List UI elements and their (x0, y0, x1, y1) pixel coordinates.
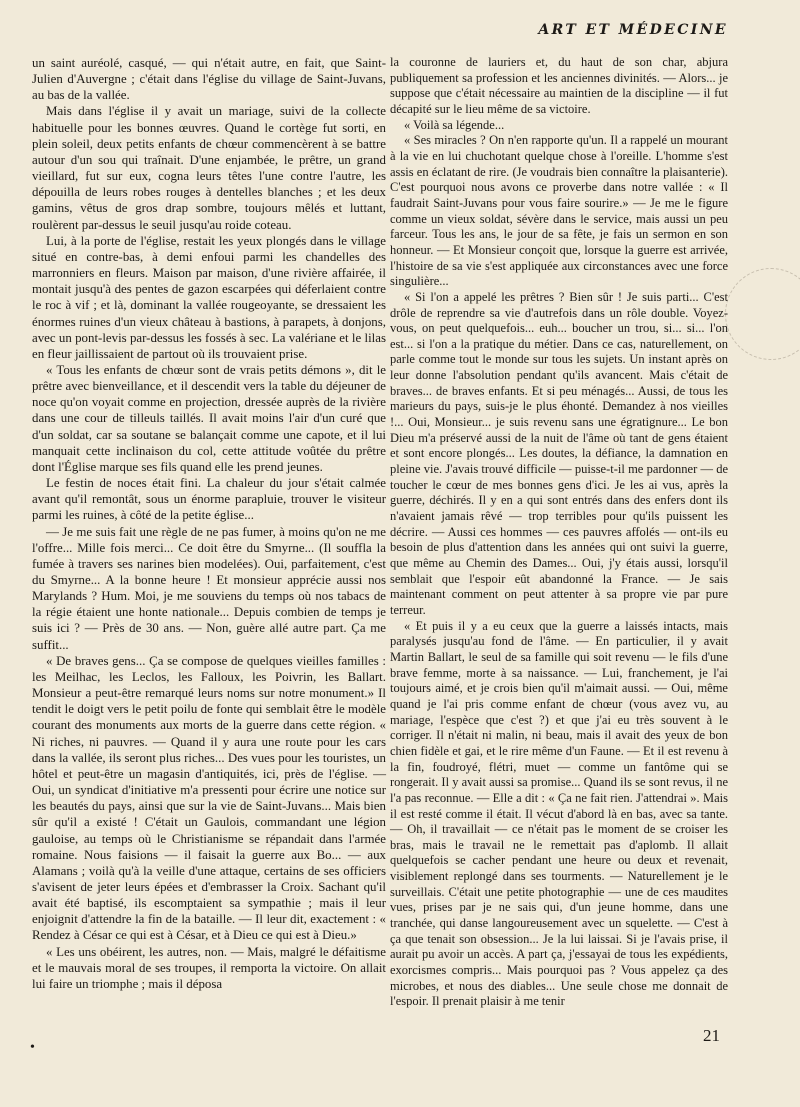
right-column (390, 55, 728, 1010)
paragraph: « Et puis il y a eu ceux que la guerre a laissés intacts, mais paralysés jusqu'au fond de l'âme. — En particulier, il y avait Martin Ballart, le seul de sa famille qui soit revenu — le fils d'une brave femme, morte à sa naissance. — Lui, franchement, je l'ai toujours aimé, et je crois bien qu'il m'aimait aussi. — Oui, même quand je l'ai pris comme enfant de chœur (vous avez vu, au mariage, l'espèce que c'est ?) et que j'ai eu très souvent à le corriger. Il n'était ni malin, ni beau, mais il avait des yeux de bon chien fidèle et gai, et le rire même d'un Faune. — Et il est revenu à la fin, foudroyé, flétri, muet — comme un fantôme qui se rongerait. Il y avait aussi sa promise... Quand ils se sont revus, il ne l'a pas reconnue. — Elle a dit : « Ça ne fait rien. J'attendrai ». Mais il est resté comme il était. Il vécut d'abord là en bas, avec sa tante. — Oh, il travaillait — ce n'était pas le moment de se croiser les bras, mais le travail ne le remettait pas d'aplomb. Il allait quelquefois se cacher pendant une heure ou deux et revenait, visiblement replongé dans ses tourments. — Naturellement je le surveillais. C'était une petite photographie — une de ces maudites vues, prises par je ne sais qui, d'un jeune homme, dans une tranchée, qui danse langoureusement avec un squelette. — C'est à ça que tenait son obsession... Je la lui laissai. Si je l'avais prise, il aurait pu avoir un accès. A part ça, j'essayai de tous les expédients, exorcismes compris... Mais pourquoi pas ? Vous appelez ça des microbes, et nous des diables... Une seule chose me donnait de l'espoir. Il prenait plaisir à me tenir (390, 618, 728, 1009)
paragraph: « Voilà sa légende... (404, 117, 505, 132)
footer-bullet: • (30, 1040, 35, 1055)
library-stamp (725, 268, 800, 360)
paragraph: un saint auréolé, casqué, — qui n'était autre, en fait, que Saint-Julien d'Auvergne ; c'était dans l'église du village de Saint-Juvans, au bas de la vallée. (32, 56, 386, 103)
paragraph: Le festin de noces était fini. La chaleur du jour s'était calmée avant qu'il remontât, sous un énorme parapluie, trouver le visiteur parmi les ruines, à côté de la petite église... (32, 476, 386, 523)
paragraph: la couronne de lauriers et, du haut de son char, abjura publiquement sa profession et les anciennes divinités. — Alors... je suppose que c'était nécessaire au maintien de la discipline — il fut décapité sur le lieu même de sa victoire. (390, 55, 728, 116)
paragraph: — Je me suis fait une règle de ne pas fumer, à moins qu'on ne me l'offre... Mille fois merci... Ce doit être du Smyrne... (Il souffla la fumée à travers ses narines bien modelées). Oui, parfaitement, c'est du Smyrne... A la bonne heure ! Et monsieur apprécie aussi nos Marylands ? Hum. Moi, je me souviens du temps où nos tabacs de la régie étaient une honte nationale... Depuis combien de temps je suis ici ? — Près de 30 ans. — Non, guère allé autre part. Ça me suffit... (32, 524, 386, 652)
paragraph: Mais dans l'église il y avait un mariage, suivi de la collecte habituelle pour les bonnes œuvres. Quand le cortège fut sorti, en plein soleil, deux petits enfants de chœur commencèrent à se battre autour d'un sou qui traînait. D'une enjambée, le prêtre, un grand vieillard, fut sur eux, cogna leurs têtes l'une contre l'autre, les dépouilla de leurs robes rouges à dentelles blanches ; et les deux gamins, vêtus de gros drap sombre, toujours mêlés et luttant, roulèrent par-dessus le seuil jusqu'au roide coteau. (32, 104, 386, 232)
running-title: ART ET MÉDECINE (538, 22, 728, 38)
page-number: 21 (703, 1026, 720, 1045)
paragraph: « De braves gens... Ça se compose de quelques vieilles familles : les Meilhac, les Leclos, les Falloux, les Poivrin, les Ballart. Monsieur a peut-être remarqué leurs noms sur notre monument.» Il tendit le doigt vers le petit poilu de fonte qui semblait être le modèle courant des monuments aux morts de la guerre dans cette région. « Ni riches, ni pauvres. — Quand il y aura une route pour les cars dans la vallée, ils seront plus riches... Des vues pour les touristes, un hôtel et peut-être un magasin d'antiquités, ici, près de l'église. — Oui, un syndicat d'initiative m'a pressenti pour écrire une notice sur les beautés du pays, ainsi que sur la vie de Saint-Juvans... Mais bien sûr qu'il a existé ! C'était un Gaulois, commandant une légion gauloise, au temps où le Christianisme se répandait dans l'armée romaine. Nous faisions — il faisait la guerre aux Bo... — aux Alamans ; voilà qu'à la veille d'une attaque, certains de ses officiers s'avisent de jeter leurs épées et d'embrasser la Croix. Sachant qu'il avait été baptisé, ils escomptaient sa sympathie ; mais il leur enjoignit d'attendre la fin de la bataille. — Il leur dit, exactement : « Rendez à César ce qui est à César, et à Dieu ce qui est à Dieu.» (32, 653, 386, 943)
paragraph: Lui, à la porte de l'église, restait les yeux plongés dans le village situé en contre-bas, à demi enfoui parmi les chandelles des marronniers en fleurs. Maison par maison, d'une rivière affairée, il montait jusqu'à des pentes de gazon escarpées qui déferlaient contre le roc à vif ; et là, dominant la vallée rougeoyante, se dressaient les énormes ruines d'un vieux château à bastions, à parapets, à donjons, avec un pont-levis par-dessus les fossés à sec. La valériane et le lilas en fleur jaillissaient de partout où ils trouvaient prise. (32, 233, 386, 361)
paragraph: « Ses miracles ? On n'en rapporte qu'un. Il a rappelé un mourant à la vie en lui chuchotant quelque chose à l'oreille. L'homme s'est assis en éclatant de rire. (Je voudrais bien connaître la plaisanterie). C'est pourquoi nous avons ce proverbe dans notre vallée : « Il faudrait Saint-Juvans pour vous faire sourire.» — Je me le figure comme un vieux soldat, sévère dans le service, mais aussi un peu farceur. Tous les ans, le jour de sa fête, je fais un sermon en son honneur. — Et Monsieur conçoit que, lorsque la guerre est arrivée, l'histoire de sa vie s'est appliquée aux circonstances avec une force singulière... (390, 133, 728, 289)
left-column (32, 55, 386, 992)
paragraph: « Si l'on a appelé les prêtres ? Bien sûr ! Je suis parti... C'est drôle de reprendre sa vie d'autrefois dans un rôle double. Voyez-vous, on peut quelquefois... euh... boucher un trou, si... si... l'on est... si l'on a la pratique du métier. Dans ce cas, naturellement, on parle comme tout le monde sur tous les sujets. Un instant après on leur donne l'absolution pendant qu'ils avancent. Mais c'était de braves... de braves enfants. Et si peu ménagés... Aussi, de tous les marieurs du pays, suis-je le plus éhonté. Demandez à nos vieilles !... Oui, Monsieur... je suis revenu sans une égratignure... Le bon Dieu m'a préservé aussi de la nuit de l'âme où tant de gens étaient et sont encore plongés... Les doutes, la défiance, la damnation en pleine vie. J'avais trouvé difficile — puisse-t-il me pardonner — de toucher le cœur de mes bonnes gens d'ici. Je les ai vus, après la guerre, déchirés. Il y en a qui sont entrés dans des enfers dont ils n'avaient jamais rêvé — trop terribles pour qu'ils puissent les décrire. — Aussi ces hommes — ces pauvres affolés — ont-ils eu besoin de plus d'attention dans les années qui ont suivi la guerre, que même au Chemin des Dames... Oui, j'y étais aussi, lorsqu'il semblait que l'espoir eût abandonné la France. — Je sais maintenant comment on peut attenter à sa propre vie par pure terreur. (390, 289, 728, 617)
paragraph: « Tous les enfants de chœur sont de vrais petits démons », dit le prêtre avec bienveillance, et il descendit vers la table du déjeuner de noce qu'on voyait comme en projection, dressée auprès de la rivière dans une cour de tilleuls taillés. Il avait moins l'air d'un curé que d'un soldat, car sa soutane se balançait comme une capote, et il lui manquait cette inclinaison du col, cette attitude voûtée du prêtre dont l'Église marque ses fils quand elle les prend jeunes. (32, 362, 386, 474)
paragraph: « Les uns obéirent, les autres, non. — Mais, malgré le défaitisme et le mauvais moral de ses troupes, il remporta la victoire. On allait lui faire un triomphe ; mais il déposa (32, 944, 386, 991)
